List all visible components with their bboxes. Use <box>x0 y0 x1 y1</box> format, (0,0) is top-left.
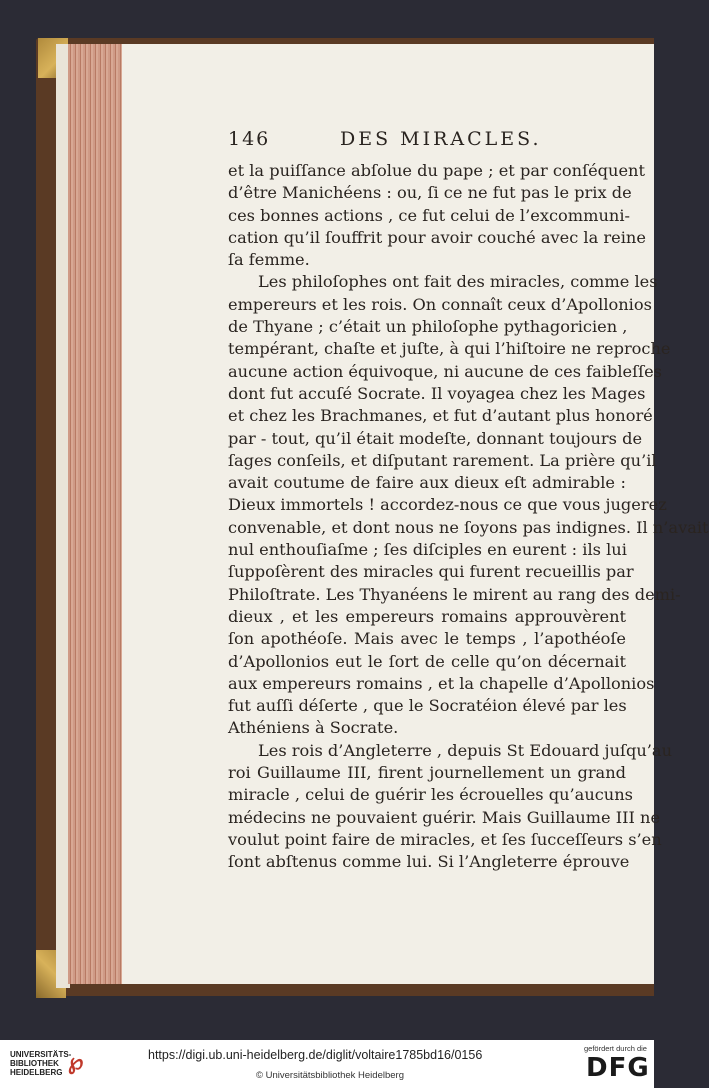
library-name: UNIVERSITÄTS-BIBLIOTHEK HEIDELBERG <box>10 1050 72 1077</box>
text-line: aucune action équivoque, ni aucune de ces faibleſſes <box>228 361 662 381</box>
text-line: Athéniens à Socrate. <box>228 718 399 738</box>
copyright-notice: © Universitätsbibliothek Heidelberg <box>256 1070 404 1081</box>
running-head: DES MIRACLES. <box>340 128 542 150</box>
text-line: ſon apothéoſe. Mais avec le temps , l’apothéoſe <box>228 629 626 649</box>
text-line: tempérant, chaſte et juſte, à qui l’hiſtoire ne reproche <box>228 339 671 359</box>
body-text <box>228 160 709 874</box>
text-line: Les rois d’Angleterre , depuis St Edouard juſqu’au <box>258 740 673 760</box>
text-line: nul enthouſiaſme ; ſes diſciples en eurent : ils lui <box>228 540 627 560</box>
text-line: d’être Manichéens : ou, ſi ce ne fut pas le prix de <box>228 183 632 203</box>
text-line: fut auſſi déſerte , que le Socratéion élevé par les <box>228 696 627 716</box>
text-line: ſont abſtenus comme lui. Si l’Angleterre éprouve <box>228 852 630 872</box>
text-line: médecins ne pouvaient guérir. Mais Guillaume III ne <box>228 807 661 827</box>
text-line: d’Apollonios eut le ſort de celle qu’on décernait <box>228 651 626 671</box>
text-line: Philoſtrate. Les Thyanéens le mirent au rang des demi- <box>228 584 681 604</box>
page-number: 146 <box>228 128 271 150</box>
text-line: voulut point faire de miracles, et ſes ſucceſſeurs s’en <box>228 829 662 849</box>
text-line: de Thyane ; c’était un philoſophe pythagoricien , <box>228 317 628 337</box>
footer-bar <box>0 1040 654 1088</box>
fore-edge-pages <box>68 44 122 984</box>
text-line: avait coutume de faire aux dieux eſt admirable : <box>228 473 626 493</box>
text-line: par - tout, qu’il était modeſte, donnant toujours de <box>228 428 643 448</box>
permalink-url[interactable]: https://digi.ub.uni-heidelberg.de/diglit/voltaire1785bd16/0156 <box>148 1048 483 1062</box>
text-line: ces bonnes actions , ce fut celui de l’excommuni- <box>228 205 630 225</box>
text-line: empereurs et les rois. On connaît ceux d’Apollonios <box>228 294 652 314</box>
text-line: roi Guillaume III, firent journellement un grand <box>228 763 626 783</box>
text-line: et chez les Brachmanes, et fut d’autant plus honoré <box>228 406 653 426</box>
text-line: et la puiſſance abſolue du pape ; et par conſéquent <box>228 161 645 180</box>
text-line: dieux , et les empereurs romains approuvèrent <box>228 606 626 626</box>
dfg-logo: DFG <box>586 1053 650 1083</box>
text-line: miracle , celui de guérir les écrouelles qu’aucuns <box>228 785 633 805</box>
text-line: cation qu’il ſouffrit pour avoir couché avec la reine <box>228 227 646 247</box>
text-line: ſages conſeils, et diſputant rarement. La prière qu’il <box>228 450 657 470</box>
library-logo-icon: ℘ <box>68 1049 84 1074</box>
text-line: ſuppoſèrent des miracles qui furent recueillis par <box>228 562 634 582</box>
funder-note: gefördert durch die <box>584 1044 647 1053</box>
text-line: convenable, et dont nous ne ſoyons pas indignes. Il n’avait <box>228 517 709 537</box>
text-line: Les philoſophes ont fait des miracles, comme les <box>258 272 658 292</box>
text-line: dont fut accuſé Socrate. Il voyagea chez les Mages <box>228 383 646 403</box>
text-line: aux empereurs romains , et la chapelle d’Apollonios <box>228 673 655 693</box>
text-line: ſa femme. <box>228 250 310 270</box>
page-header <box>228 128 628 158</box>
text-line: Dieux immortels ! accordez-nous ce que vous jugerez <box>228 495 667 515</box>
